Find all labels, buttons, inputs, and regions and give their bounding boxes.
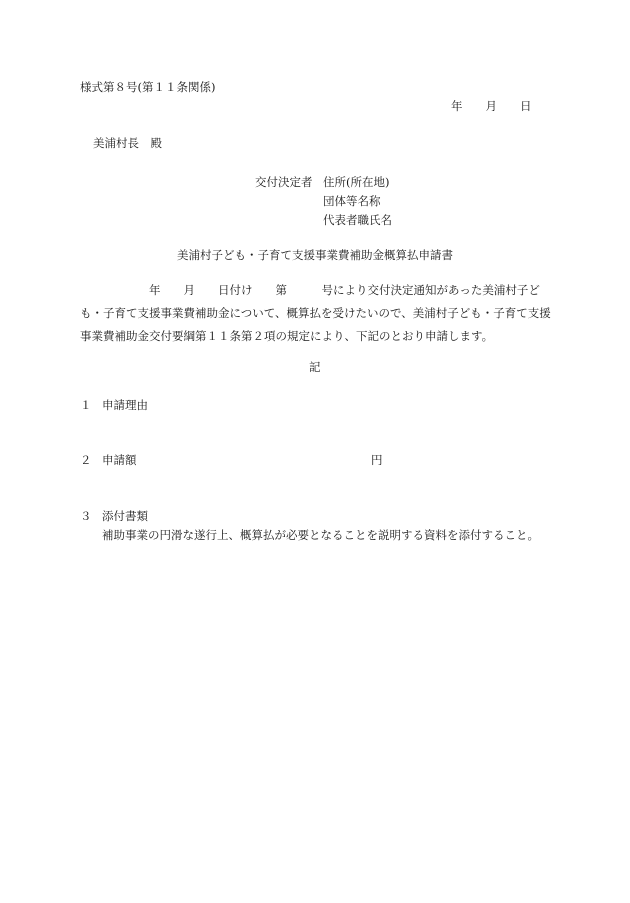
ki-heading: 記	[309, 360, 321, 374]
amount-unit: 円	[371, 453, 383, 467]
item-detail: 補助事業の円滑な遂行上、概算払が必要となることを説明する資料を添付すること。	[102, 528, 539, 542]
item-number: ２	[80, 453, 92, 467]
item-label: 添付書類	[102, 509, 148, 523]
addressee: 美浦村長 殿	[93, 136, 162, 150]
applicant-title: 交付決定者	[255, 175, 313, 189]
applicant-org-label: 団体等名称	[323, 194, 381, 208]
form-number: 様式第８号(第１１条関係)	[80, 80, 216, 94]
item-number: １	[80, 398, 92, 412]
applicant-rep-label: 代表者職氏名	[323, 213, 392, 227]
body-line: も・子育て支援事業費補助金について、概算払を受けたいので、美浦村子ども・子育て支援	[80, 306, 551, 320]
item-number: ３	[80, 509, 92, 523]
item-label: 申請理由	[102, 398, 148, 412]
body-line: 事業費補助金交付要綱第１１条第２項の規定により、下記のとおり申請します。	[80, 329, 494, 343]
document-title: 美浦村子ども・子育て支援事業費補助金概算払申請書	[177, 248, 453, 262]
date-line: 年 月 日	[451, 99, 532, 113]
body-paragraph	[80, 285, 558, 354]
item-label: 申請額	[102, 453, 137, 467]
body-line: 年 月 日付け 第 号により交付決定通知があった美浦村子ど	[80, 283, 540, 297]
applicant-address-label: 住所(所在地)	[323, 175, 390, 189]
